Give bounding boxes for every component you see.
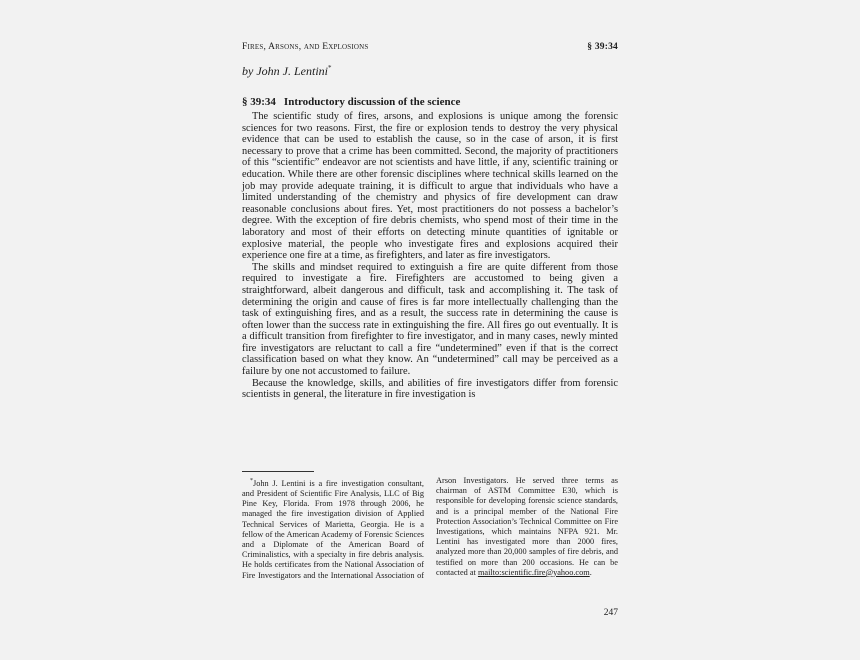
byline-text: by John J. Lentini [242,64,328,78]
paragraph: The scientific study of fires, arsons, and explosions is unique among the forensic sciences for two reasons. First, the fire or explosion tends to destroy the very physical evidence that can be used to establish the cause, so in the case of arson, it is first necessary to prove that a crime has been committed. Second, the majority of practitioners of this “scientific” endeavor are not scientists and have little, if any, scientific training or education. While there are other forensic disciplines where technical skills learned on the job may provide adequate training, it is difficult to argue that individuals who have a limited understanding of the chemistry and physics of fire development can draw reasonable conclusions about fires. Yet, most practitioners do not possess a bachelor’s degree. With the exception of fire debris chemists, who spend most of their time in the laboratory and most of their efforts on detecting minute quantities of ignitable or explosive material, the people who investigate fires and explosions acquired their experience one fire at a time, as firefighters, and later as fire investigators. [242,111,618,262]
document-page [242,38,618,628]
footnote-marker: * [250,478,253,484]
section-title: Introductory discussion of the science [283,96,461,108]
section-reference: § 39:34 [587,42,618,52]
running-header [242,42,618,56]
footnote-text [242,476,618,581]
section-number: § 39:34 [242,96,276,108]
footnote-marker: * [327,64,332,72]
chapter-title: Fires, Arsons, and Explosions [242,42,369,52]
author-byline [242,64,331,79]
email-link[interactable]: mailto:scientific.fire@yahoo.com [477,567,590,577]
section-heading [242,96,460,108]
footnote [242,476,618,581]
page-number: 247 [603,608,618,618]
body-text [242,111,618,401]
paragraph: The skills and mindset required to extinguish a fire are quite different from those required to investigate a fire. Firefighters are accustomed to being given a straightforward, albeit dangerous and difficult, task and accomplishing it. The task of determining the origin and cause of fires is far more intellectually challenging than the task of extinguishing fires, and as a result, the success rate in determining the cause is often lower than the success rate in extinguishing the fire. All fires go out eventually. It is a difficult transition from firefighter to fire investigator, and in many cases, newly minted fire investigators are reluctant to call a fire “undetermined” even if that is the correct classification based on what they know. An “undetermined” call may be perceived as a failure by one not accustomed to failure. [242,261,618,378]
footnote-body: John J. Lentini is a fire investigation consultant, and President of Scientific Fire Analysis, LLC of Big Pine Key, Florida. From 1978 through 2006, he managed the fire investigation division of Applied Technical Services of Marietta, Georgia. He is a fellow of the American Academy of Forensic Sciences and a Diplomate of the American Board of Criminalistics, with a specialty in fire debris analysis. He holds certificates from the National Association of Fire Investigators and the International Association of Arson Investigators. He served three terms as chairman of ASTM Committee E30, which is responsible for developing forensic science standards, and is a principal member of the National Fire Protection Association’s Technical Committee on Fire Investigations, which maintains NFPA 921. Mr. Lentini has investigated more than 2000 fires, analyzed more than 20,000 samples of fire debris, and testified on more than 200 occasions. He can be contacted at [242,476,618,580]
paragraph: Because the knowledge, skills, and abilities of fire investigators differ from forensic scientists in general, the literature in fire investigation is [242,377,618,401]
footnote-end: . [589,567,592,577]
footnote-divider [242,471,314,472]
